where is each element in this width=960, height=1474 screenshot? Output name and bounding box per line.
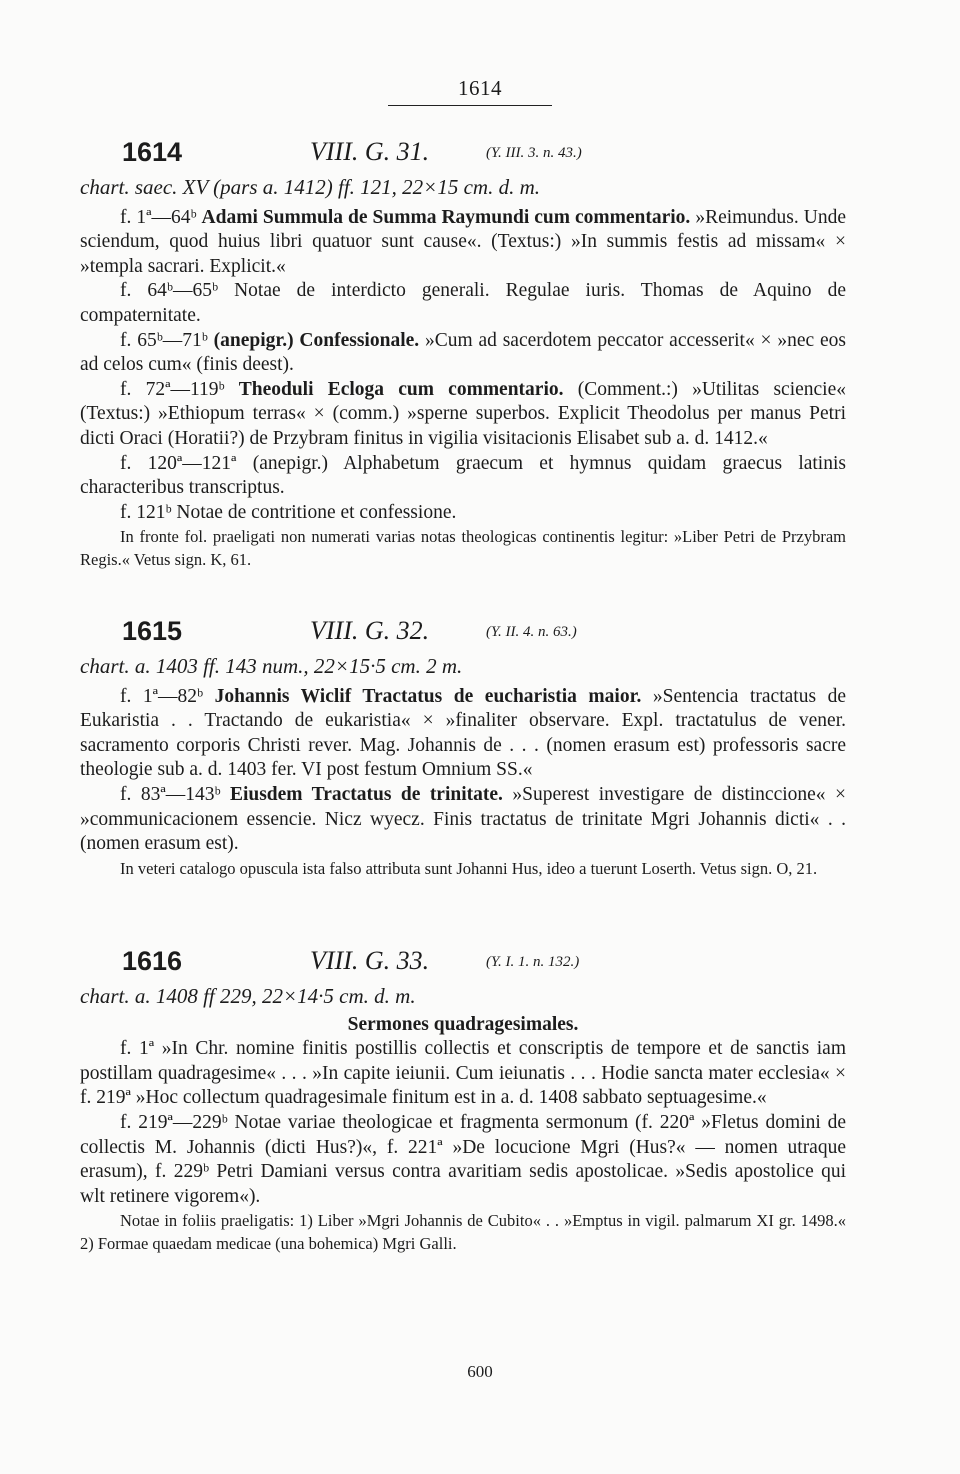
- item-text: »Reimundus. Unde sciendum, quod huius libri quatuor sunt cause«. (Textus:) »In summis festis ad missam« × »templa sacrari. Explicit.«: [80, 206, 847, 277]
- item: [80, 501, 846, 526]
- folio-range: f. 83ª—143ᵇ: [120, 783, 221, 805]
- item-text: »Superest investigare de distinccione« × »communicacionem essencie. Nicz wyecz. Finis tractatus de trinitate Mgri Johannis dicti« . . (nomen erasum est).: [80, 783, 846, 855]
- old-shelfmark: (Y. I. 1. n. 132.): [486, 954, 580, 970]
- entry-body: [80, 984, 846, 1255]
- entry-note: In fronte fol. praeligati non numerati varias notas theologicas continentis legitur: »Liber Petri de Przybram Regis.« Vetus sign. K, 61.: [80, 527, 846, 570]
- item-title: Eiusdem Tractatus de trinitate.: [229, 783, 503, 805]
- old-shelfmark: (Y. III. 3. n. 43.): [486, 145, 582, 161]
- entry-heading: [122, 946, 842, 986]
- entry-number: 1615: [122, 616, 183, 646]
- shelfmark: VIII. G. 31.: [310, 137, 430, 166]
- item-text: Notae de interdicto generali. Regulae iuris. Thomas de Aquino de compaternitate.: [80, 280, 847, 326]
- item-title: Johannis Wiclif Tractatus de eucharistia maior.: [214, 685, 642, 707]
- header-rule: [388, 105, 552, 106]
- item-text: Notae variae theologicae et fragmenta sermonum (f. 220ª »Fletus domini de collectis M. Johannis (dicti Hus?)«, f. 221ª »De locucione Mgri (Hus?« — nomen utraque erasum), f. 229ᵇ Petri Damiani versus contra avaritiam sedis apostolicae. »Sedis apostolice qui wlt retinere vigorem«).: [80, 1111, 846, 1207]
- item: [80, 329, 846, 378]
- entry-note: Notae in foliis praeligatis: 1) Liber »Mgri Johannis de Cubito« . . »Emptus in vigil. palmarum XI gr. 1498.« 2) Formae quaedam medicae (una bohemica) Mgri Galli.: [80, 1211, 846, 1254]
- item: [80, 1111, 846, 1209]
- physical-description: chart. a. 1408 ff 229, 22×14·5 cm. d. m.: [80, 984, 416, 1008]
- folio-range: f. 1ª: [120, 1038, 155, 1060]
- folio-range: f. 1ª—82ᵇ: [120, 685, 204, 707]
- item: [80, 1037, 846, 1111]
- folio-range: f. 64ᵇ—65ᵇ: [120, 280, 218, 302]
- item-title: Adami Summula de Summa Raymundi cum commentario.: [201, 206, 691, 228]
- running-head: 1614: [458, 76, 502, 100]
- folio-range: f. 121ᵇ: [120, 501, 172, 523]
- folio-range: f. 65ᵇ—71ᵇ: [120, 329, 208, 351]
- entry-body: [80, 654, 846, 880]
- folio-range: f. 120ª—121ª: [120, 452, 237, 474]
- entry-body: [80, 175, 846, 571]
- physical-description: chart. a. 1403 ff. 143 num., 22×15·5 cm. 2 m.: [80, 654, 463, 678]
- item: [80, 452, 846, 501]
- item-title: Theoduli Ecloga cum commentario.: [238, 378, 564, 400]
- folio-range: f. 1ª—64ᵇ: [120, 206, 197, 228]
- page-number: 600: [467, 1362, 493, 1381]
- old-shelfmark: (Y. II. 4. n. 63.): [486, 624, 577, 640]
- item: [80, 279, 846, 328]
- shelfmark: VIII. G. 33.: [310, 946, 430, 975]
- section-heading: Sermones quadragesimales.: [347, 1013, 579, 1035]
- entry-number: 1614: [122, 137, 183, 167]
- entry-heading: [122, 137, 842, 177]
- entry-number: 1616: [122, 946, 183, 976]
- item: [80, 206, 846, 280]
- item-text: »Cum ad sacerdotem peccator accesserit« × »nec eos ad celos cum« (finis deest).: [80, 329, 846, 376]
- item: [80, 378, 846, 452]
- folio-range: f. 219ª—229ᵇ: [120, 1111, 228, 1133]
- item: [80, 783, 846, 857]
- item: [80, 685, 846, 783]
- entry-heading: [122, 616, 842, 656]
- item-text: (anepigr.) Alphabetum graecum et hymnus quidam graecus latinis characteribus transcriptus.: [80, 452, 846, 499]
- physical-description: chart. saec. XV (pars a. 1412) ff. 121, 22×15 cm. d. m.: [80, 175, 540, 199]
- entry-note: In veteri catalogo opuscula ista falso attributa sunt Johanni Hus, ideo a tuerunt Loserth. Vetus sign. O, 21.: [120, 858, 818, 878]
- item-text: Notae de contritione et confessione.: [176, 501, 457, 523]
- folio-range: f. 72ª—119ᵇ: [120, 378, 225, 400]
- shelfmark: VIII. G. 32.: [310, 616, 430, 645]
- item-text: »In Chr. nomine finitis postillis collectis et conscriptis de tempore et de sanctis iam postillam quadragesime« . . . »In capite ieiunii. Cum ieiunatis . . . Hodie sancta mater ecclesia« × f. 219ª »Hoc collectum quadragesimale finitum est in a. d. 1408 sabbato septuagesime.«: [80, 1038, 847, 1109]
- item-text: »Sentencia tractatus de Eukaristia . . Tractando de eukaristia« × »finaliter observare. Expl. tractatulus de vener. sacramento corporis Christi rever. Mag. Johannis de . . . (nomen erasum est) professoris sacre theologie sub a. d. 1403 fer. VI post festum Omnium SS.«: [80, 685, 847, 781]
- item-title: (anepigr.) Confessionale.: [213, 329, 420, 351]
- item-text: (Comment.:) »Utilitas sciencie« (Textus:) »Ethiopum terras« × (comm.) »sperne superbos. Explicit Theodolus per manus Petri dicti Oraci (Horatii?) de Przybram finitus in vigilia visitacionis Elisabet sub a. d. 1412.«: [80, 378, 847, 449]
